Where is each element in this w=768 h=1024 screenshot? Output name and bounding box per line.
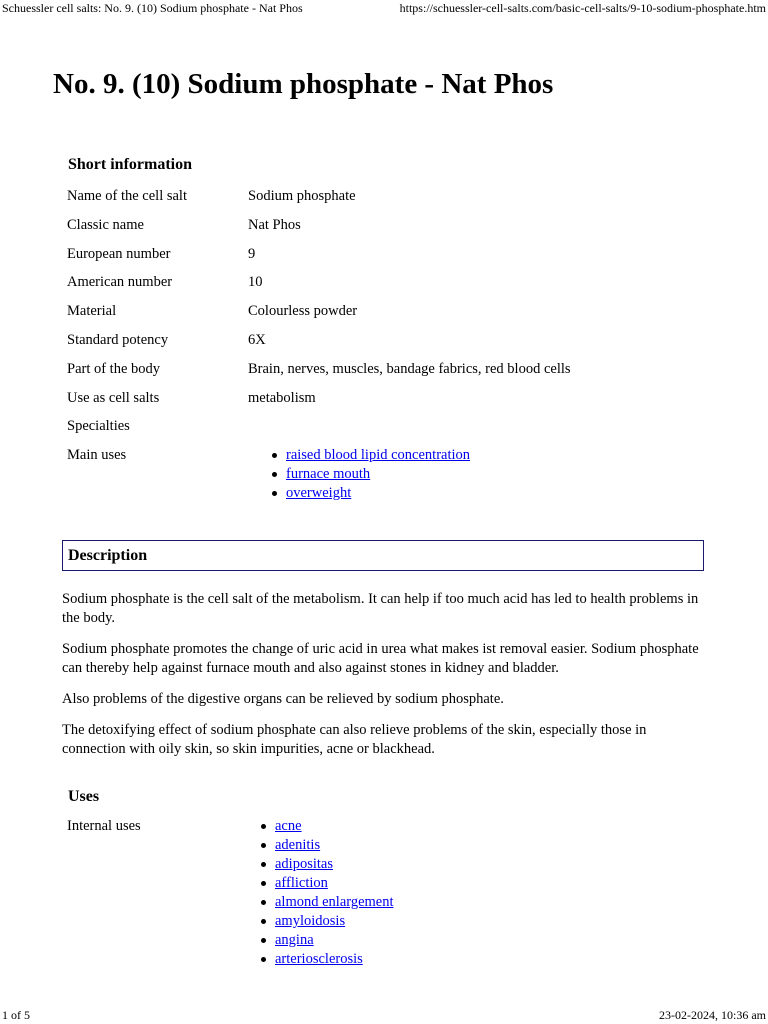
short-info-heading: Short information: [68, 156, 192, 173]
internal-uses-list: [261, 817, 394, 969]
internal-use-link[interactable]: arteriosclerosis: [275, 951, 363, 967]
list-item: [261, 912, 394, 931]
description-heading-box: [62, 540, 704, 571]
info-value: Brain, nerves, muscles, bandage fabrics, red blood cells: [248, 360, 571, 377]
info-row-european-number: [67, 241, 707, 270]
list-item: [261, 874, 394, 893]
main-uses-list: [272, 446, 470, 503]
info-label: Standard potency: [67, 331, 169, 348]
internal-use-link[interactable]: almond enlargement: [275, 894, 394, 910]
short-info-table: [67, 183, 707, 471]
internal-use-link[interactable]: adipositas: [275, 856, 333, 872]
uses-heading: Uses: [68, 788, 100, 805]
main-use-link[interactable]: raised blood lipid concentration: [286, 447, 471, 463]
info-label: European number: [67, 245, 171, 262]
internal-uses-label: Internal uses: [67, 818, 141, 834]
info-label: Classic name: [67, 216, 144, 233]
info-label: Part of the body: [67, 360, 161, 377]
internal-use-link[interactable]: angina: [275, 932, 314, 948]
info-value: Colourless powder: [248, 303, 358, 320]
internal-use-link[interactable]: adenitis: [275, 837, 321, 853]
description-paragraph: The detoxifying effect of sodium phosphate can also relieve problems of the skin, especially those in connection with oily skin, so skin impurities, acne or blackhead.: [62, 722, 647, 757]
print-footer: [0, 1008, 768, 1024]
list-item: [272, 484, 470, 503]
info-value: 9: [248, 245, 256, 262]
list-item: [261, 817, 394, 836]
info-label: Main uses: [67, 447, 127, 464]
info-row-standard-potency: [67, 327, 707, 356]
main-use-link[interactable]: furnace mouth: [286, 466, 371, 482]
info-row-name: [67, 183, 707, 212]
info-row-specialties: [67, 413, 707, 442]
info-label: Name of the cell salt: [67, 188, 187, 204]
info-value: Sodium phosphate: [248, 188, 356, 204]
description-paragraph: Sodium phosphate promotes the change of uric acid in urea what makes ist removal easier. Sodium phosphate can thereby help against furnace mouth and also against stones in kidney and bladder.: [62, 641, 699, 676]
page-counter: 1 of 5: [2, 1008, 30, 1022]
info-label: Material: [67, 303, 117, 320]
description-paragraph: Also problems of the digestive organs can be relieved by sodium phosphate.: [62, 691, 504, 707]
info-row-part-of-body: [67, 356, 707, 385]
info-value: metabolism: [248, 389, 316, 406]
info-label: American number: [67, 274, 173, 291]
print-header-url: https://schuessler-cell-salts.com/basic-cell-salts/9-10-sodium-phosphate.htm: [399, 1, 766, 15]
info-label: Specialties: [67, 418, 130, 435]
print-header-title: Schuessler cell salts: No. 9. (10) Sodium phosphate - Nat Phos: [2, 1, 303, 15]
description-body: [62, 590, 702, 771]
print-header: [0, 1, 768, 17]
description-paragraph: Sodium phosphate is the cell salt of the metabolism. It can help if too much acid has led to health problems in the body.: [62, 591, 699, 626]
info-row-classic-name: [67, 212, 707, 241]
info-value: 10: [248, 274, 263, 291]
list-item: [261, 855, 394, 874]
info-row-use-as-cell-salts: [67, 385, 707, 414]
print-date: 23-02-2024, 10:36 am: [659, 1008, 766, 1022]
page-title: No. 9. (10) Sodium phosphate - Nat Phos: [53, 68, 554, 100]
list-item: [261, 950, 394, 969]
internal-use-link[interactable]: acne: [275, 818, 302, 834]
internal-use-link[interactable]: affliction: [275, 875, 328, 891]
info-row-material: [67, 298, 707, 327]
list-item: [261, 836, 394, 855]
list-item: [272, 446, 470, 465]
main-use-link[interactable]: overweight: [286, 485, 352, 501]
internal-use-link[interactable]: amyloidosis: [275, 913, 346, 929]
list-item: [261, 893, 394, 912]
info-row-american-number: [67, 269, 707, 298]
description-heading: Description: [68, 547, 148, 564]
list-item: [272, 465, 470, 484]
list-item: [261, 931, 394, 950]
info-label: Use as cell salts: [67, 389, 160, 406]
info-value: Nat Phos: [248, 216, 301, 233]
info-value: 6X: [248, 331, 266, 348]
